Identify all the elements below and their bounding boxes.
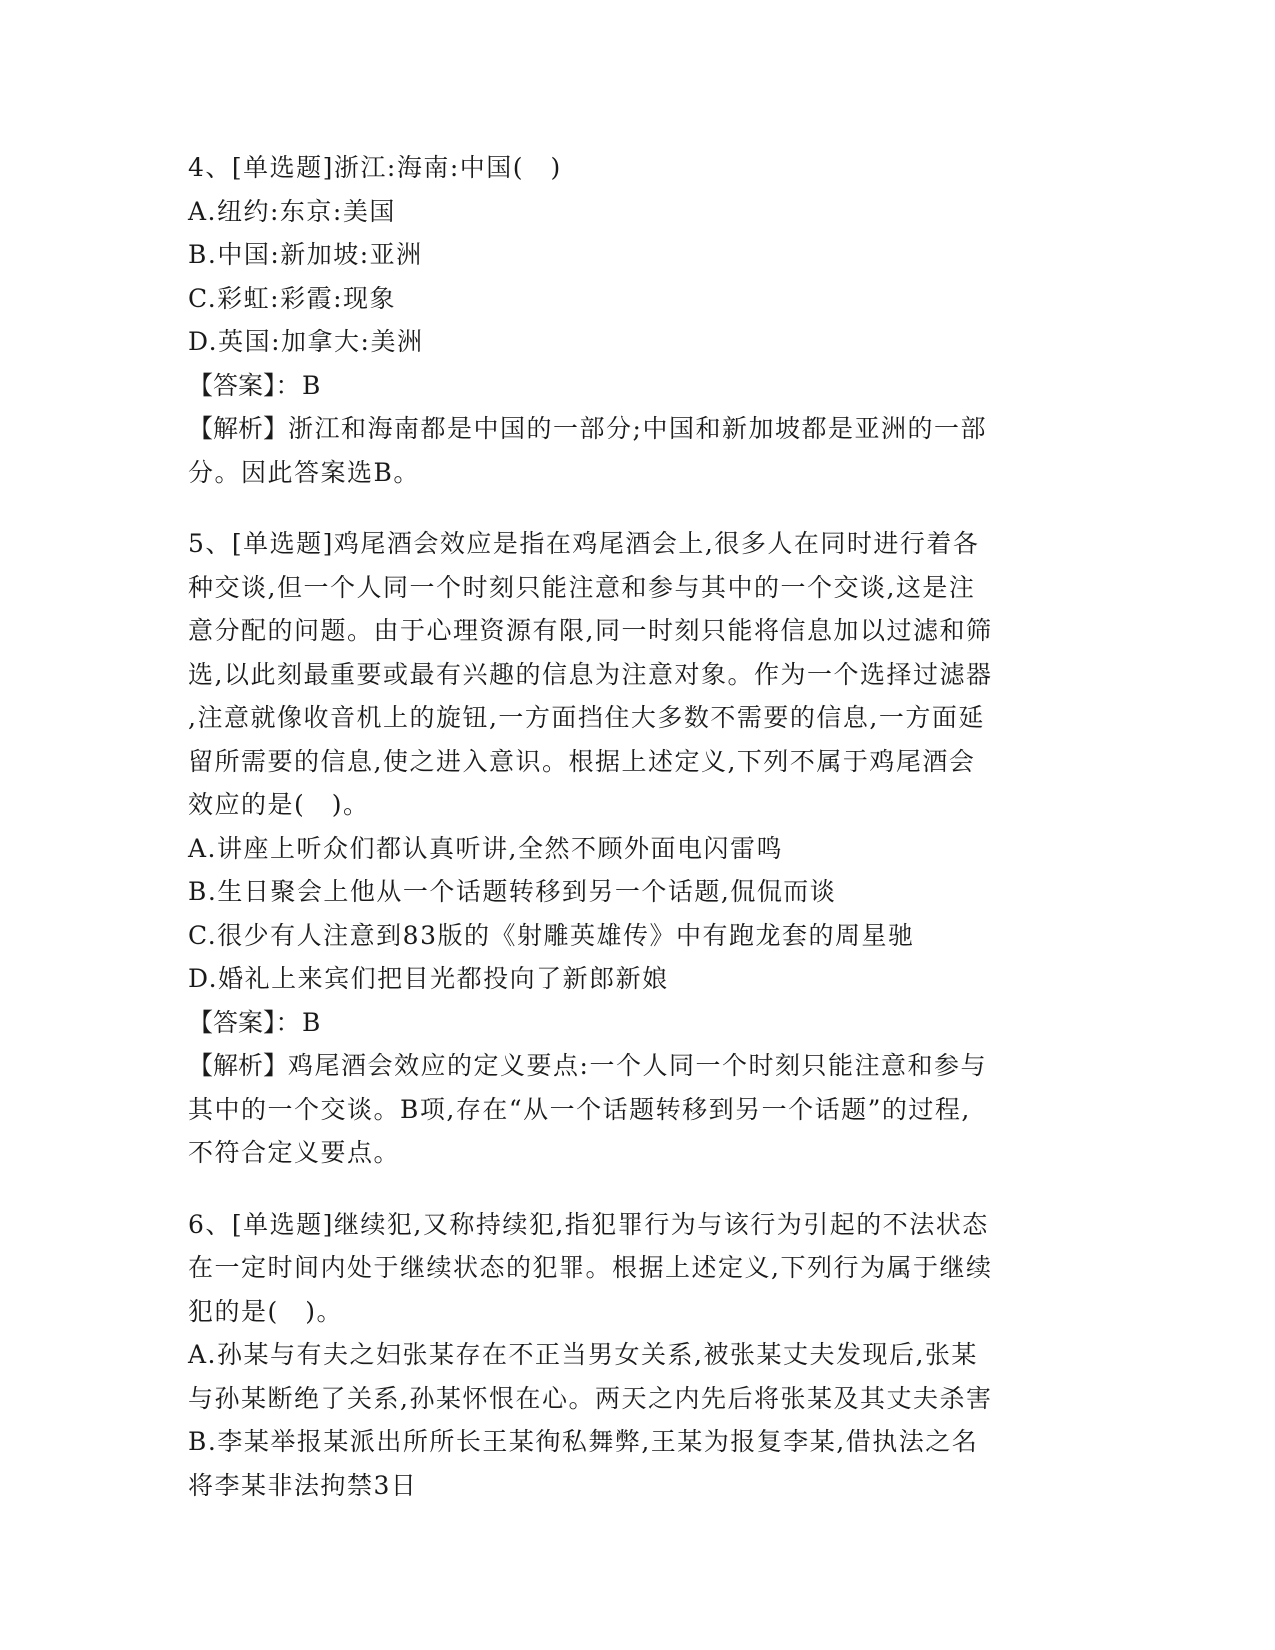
analysis-text: 分。因此答案选B。	[188, 457, 420, 487]
option-b: B.中国:新加坡:亚洲	[188, 240, 423, 269]
option-b: B.生日聚会上他从一个话题转移到另一个话题,侃侃而谈	[188, 877, 837, 906]
question-6	[188, 1203, 1088, 1508]
question-stem: 意分配的问题。由于心理资源有限,同一时刻只能将信息加以过滤和筛	[188, 616, 993, 645]
question-stem: 选,以此刻最重要或最有兴趣的信息为注意对象。作为一个选择过滤器	[188, 659, 993, 689]
question-stem: 4、[单选题]浙江:海南:中国( )	[188, 153, 562, 182]
question-stem: 留所需要的信息,使之进入意识。根据上述定义,下列不属于鸡尾酒会	[188, 746, 976, 776]
option-a: A.讲座上听众们都认真听讲,全然不顾外面电闪雷鸣	[188, 833, 783, 863]
answer-value: ：B	[275, 1007, 322, 1037]
analysis-text: 鸡尾酒会效应的定义要点:一个人同一个时刻只能注意和参与	[288, 1051, 987, 1080]
option-d: D.婚礼上来宾们把目光都投向了新郎新娘	[188, 964, 669, 993]
question-stem: 在一定时间内处于继续状态的犯罪。根据上述定义,下列行为属于继续	[188, 1253, 993, 1282]
option-b-continued: 将李某非法拘禁3日	[188, 1470, 418, 1500]
analysis-label: 【解析】	[188, 1051, 289, 1080]
option-a-continued: 与孙某断绝了关系,孙某怀恨在心。两天之内先后将张某及其丈夫杀害	[188, 1383, 993, 1413]
option-d: D.英国:加拿大:美洲	[188, 327, 424, 356]
option-b: B.李某举报某派出所所长王某徇私舞弊,王某为报复李某,借执法之名	[188, 1427, 979, 1456]
analysis-text: 浙江和海南都是中国的一部分;中国和新加坡都是亚洲的一部	[288, 414, 987, 443]
analysis-text: 不符合定义要点。	[188, 1138, 401, 1167]
analysis-line	[188, 1044, 1088, 1088]
answer-label: 【答案】	[188, 1007, 276, 1037]
question-stem: ,注意就像收音机上的旋钮,一方面挡住大多数不需要的信息,一方面延	[188, 703, 985, 732]
question-stem: 5、[单选题]鸡尾酒会效应是指在鸡尾酒会上,很多人在同时进行着各	[188, 529, 980, 558]
document-page	[188, 146, 1088, 1507]
analysis-text: 其中的一个交谈。B项,存在“从一个话题转移到另一个话题”的过程,	[188, 1094, 971, 1124]
analysis-line	[188, 407, 1088, 451]
question-stem: 6、[单选题]继续犯,又称持续犯,指犯罪行为与该行为引起的不法状态	[188, 1209, 989, 1239]
option-a: A.孙某与有夫之妇张某存在不正当男女关系,被张某丈夫发现后,张某	[188, 1340, 978, 1369]
analysis-label: 【解析】	[188, 414, 289, 443]
option-c: C.很少有人注意到83版的《射雕英雄传》中有跑龙套的周星驰	[188, 920, 915, 950]
question-stem: 种交谈,但一个人同一个时刻只能注意和参与其中的一个交谈,这是注	[188, 572, 976, 602]
option-c: C.彩虹:彩霞:现象	[188, 283, 397, 313]
option-a: A.纽约:东京:美国	[188, 196, 396, 226]
answer-value: ：B	[275, 370, 322, 400]
question-5	[188, 522, 1088, 1175]
question-stem: 犯的是( )。	[188, 1296, 344, 1326]
answer-line	[188, 1001, 1088, 1045]
answer-line	[188, 364, 1088, 408]
question-stem: 效应的是( )。	[188, 790, 370, 819]
answer-label: 【答案】	[188, 370, 276, 400]
question-4	[188, 146, 1088, 494]
